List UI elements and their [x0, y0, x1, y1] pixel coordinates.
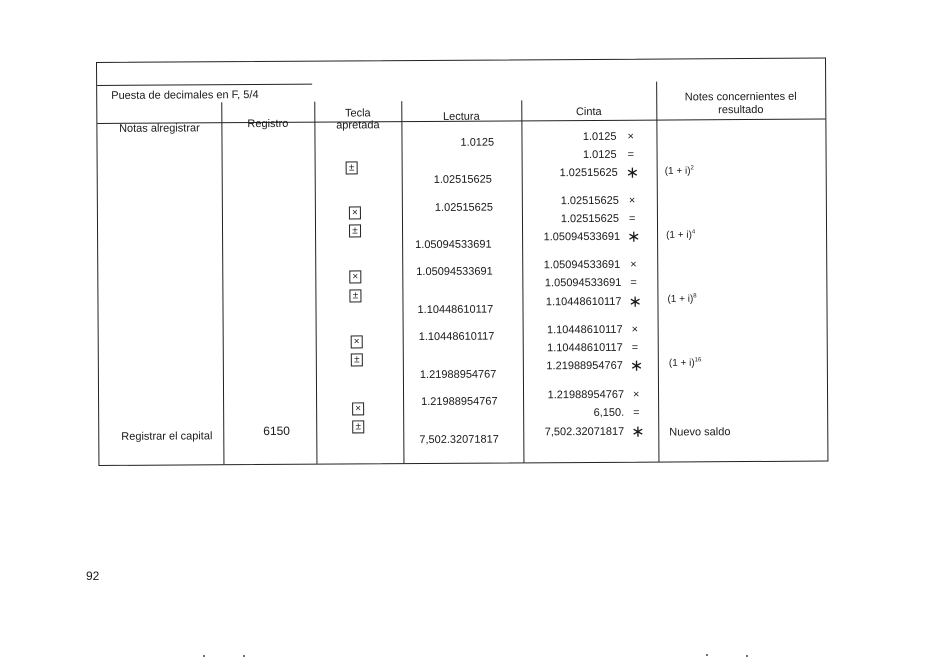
scan-speck [706, 654, 708, 656]
title-divider [97, 84, 312, 86]
col-line-2 [314, 102, 317, 464]
row-note: Registrar el capital [121, 430, 213, 443]
lectura-value: 1.05094533691 [415, 238, 492, 252]
col-line-3 [401, 101, 404, 463]
header-lectura: Lectura [442, 110, 480, 123]
lectura-value: 1.10448610117 [417, 303, 494, 317]
scan-speck [243, 655, 245, 657]
lectura-value: 1.05094533691 [416, 265, 493, 279]
col-line-5 [656, 82, 659, 462]
header-notes-line1: Notes concernientes el [684, 90, 797, 104]
calculation-table [96, 58, 828, 466]
header-tecla-line2: apretada [336, 119, 380, 132]
col-line-1 [221, 102, 224, 464]
cinta-entry: 1.0125 = [582, 148, 635, 162]
key-plusminus: ± [346, 161, 358, 174]
cinta-entry: 1.21988954767 ∗ [546, 357, 644, 375]
key-times: × [351, 335, 363, 348]
cinta-entry: 1.0125 × [582, 130, 634, 144]
header-cinta: Cinta [575, 105, 602, 119]
key-plusminus: ± [349, 224, 361, 237]
lectura-value: 1.02515625 [434, 201, 494, 214]
scan-speck [203, 655, 205, 657]
key-times: × [352, 402, 364, 415]
cinta-entry: 1.05094533691 = [544, 276, 637, 290]
key-times: × [349, 206, 361, 219]
result-note: $(1 + i)^4$ [666, 229, 696, 241]
col-line-4 [521, 100, 524, 462]
page-number: 92 [86, 569, 100, 583]
key-times: × [349, 270, 361, 283]
cinta-entry: 1.05094533691 × [543, 258, 637, 272]
lectura-value: 1.21988954767 [421, 395, 498, 409]
key-plusminus: ± [349, 289, 361, 302]
lectura-value: 7,502.32071817 [419, 433, 499, 447]
cinta-entry: 6,150. = [593, 406, 640, 419]
cinta-entry: 1.10448610117 × [546, 323, 639, 337]
header-tecla-line1: Tecla [344, 107, 371, 120]
lectura-value: 1.0125 [460, 136, 495, 149]
table-title: Puesta de decimales en F, 5/4 [111, 89, 259, 102]
result-note: $(1 + i)^2$ [664, 165, 694, 177]
lectura-value: 1.02515625 [433, 173, 492, 186]
result-note: $(1 + i)^8$ [667, 293, 697, 305]
key-plusminus: ± [351, 353, 363, 366]
header-notas: Notas alregistrar [119, 122, 200, 135]
row-registro: 6150 [263, 423, 291, 438]
header-registro: Registro [247, 117, 289, 131]
cinta-entry: 1.21988954767 × [547, 388, 640, 402]
cinta-entry: 1.10448610117 ∗ [545, 293, 642, 311]
key-plusminus: ± [352, 420, 364, 433]
cinta-entry: 1.02515625 ∗ [559, 164, 640, 182]
scan-speck [746, 655, 748, 657]
result-note: Nuevo saldo [669, 426, 731, 439]
cinta-entry: 1.02515625 = [560, 212, 636, 226]
cinta-entry: 1.10448610117 = [547, 341, 639, 355]
cinta-entry: 7,502.32071817 ∗ [544, 423, 645, 441]
cinta-entry: 1.02515625 × [560, 194, 636, 208]
header-notes-line2: resultado [718, 103, 764, 117]
cinta-entry: 1.05094533691 ∗ [543, 228, 641, 246]
result-note: $(1 + i)^{16}$ [668, 357, 702, 369]
lectura-value: 1.10448610117 [418, 330, 495, 344]
lectura-value: 1.21988954767 [419, 368, 497, 382]
